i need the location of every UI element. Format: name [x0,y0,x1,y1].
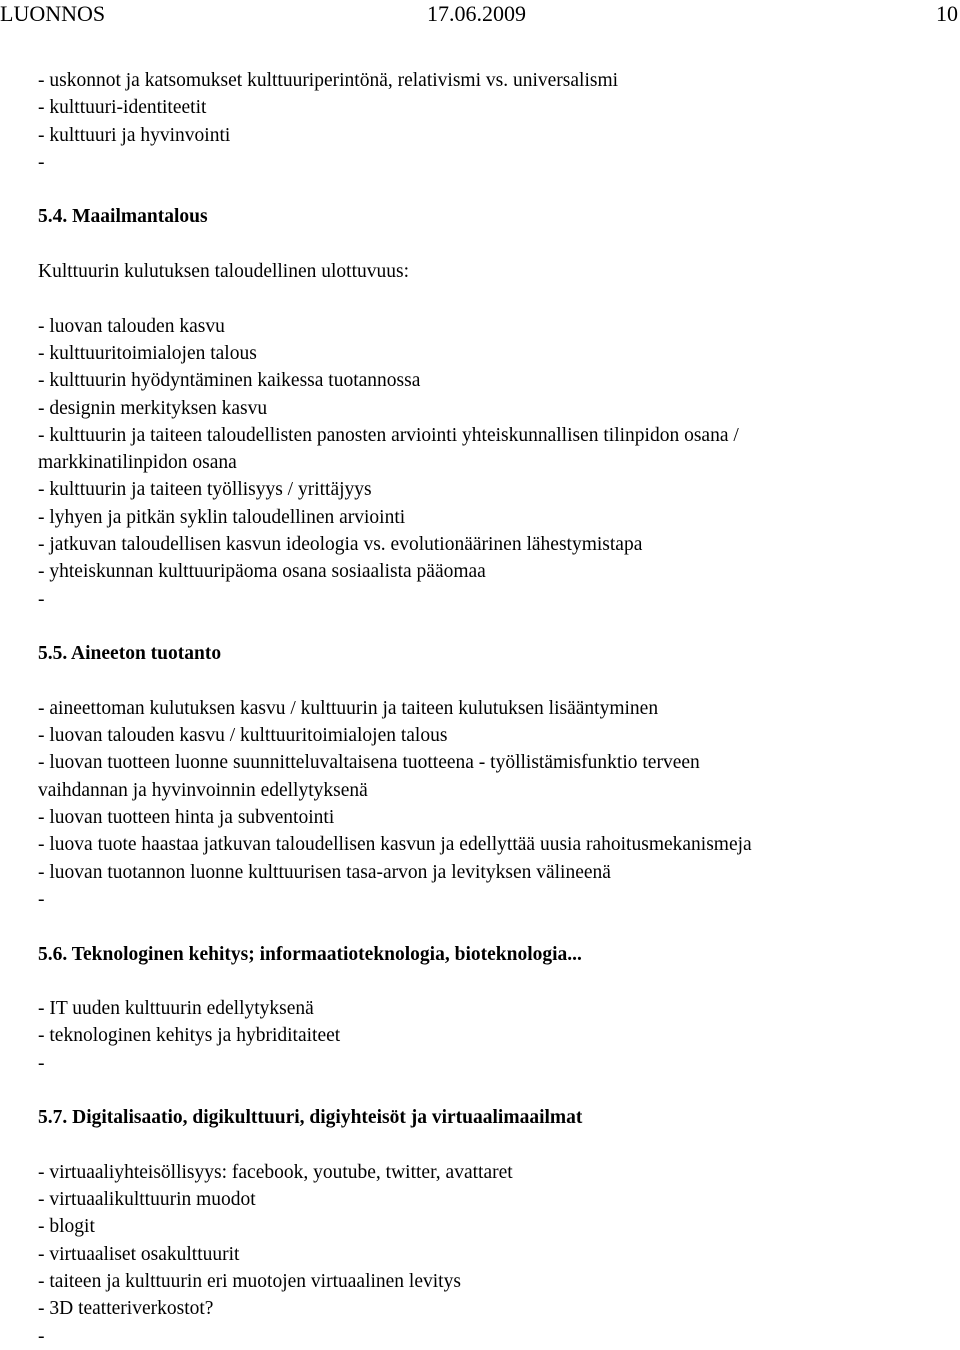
section-heading: 5.5. Aineeton tuotanto [38,643,222,665]
list-item: - luovan talouden kasvu / kulttuuritoimialojen talous [38,725,448,747]
list-item: - kulttuuri-identiteetit [38,97,207,119]
list-item: - virtuaalikulttuurin muodot [38,1189,256,1211]
spacer [38,231,938,258]
spacer [38,285,938,312]
spacer [38,176,938,203]
list-item: - teknologinen kehitys ja hybriditaiteet [38,1025,341,1047]
draft-label: LUONNOS [0,1,106,26]
list-item: - blogit [38,1216,95,1238]
list-item: - luovan talouden kasvu [38,315,225,337]
document-body [38,67,938,1350]
list-item: - aineettoman kulutuksen kasvu / kulttuurin ja taiteen kulutuksen lisääntyminen [38,697,659,719]
list-item: - kulttuuritoimialojen talous [38,342,257,364]
spacer [38,968,938,995]
section-intro: Kulttuurin kulutuksen taloudellinen ulottuvuus: [38,261,410,283]
list-item: - luovan tuotannon luonne kulttuurisen tasa-arvon ja levityksen välineenä [38,861,611,883]
list-item: - kulttuurin ja taiteen työllisyys / yrittäjyys [38,479,372,501]
spacer [38,1077,938,1104]
list-item: - virtuaaliset osakulttuurit [38,1243,240,1265]
list-item: - jatkuvan taloudellisen kasvun ideologia vs. evolutionäärinen lähestymistapa [38,534,643,556]
list-item: - IT uuden kulttuurin edellytyksenä [38,998,314,1020]
list-item: - uskonnot ja katsomukset kulttuuriperintönä, relativismi vs. universalismi [38,70,619,91]
spacer [38,668,938,695]
list-item: - [38,588,45,610]
spacer [38,613,938,640]
list-item: - luova tuote haastaa jatkuvan taloudellisen kasvun ja edellyttää uusia rahoitusmekanismeja [38,834,752,856]
list-item: - [38,1325,45,1347]
list-item: - 3D teatteriverkostot? [38,1298,214,1320]
list-item: - luovan tuotteen hinta ja subventointi [38,807,335,829]
list-item: - luovan tuotteen luonne suunnitteluvaltaisena tuotteena - työllistämisfunktio terveen [38,752,700,774]
list-item: markkinatilinpidon osana [38,452,237,474]
list-item: - lyhyen ja pitkän syklin taloudellinen arviointi [38,506,406,528]
list-item: - designin merkityksen kasvu [38,397,268,419]
list-item: - taiteen ja kulttuurin eri muotojen virtuaalinen levitys [38,1271,461,1293]
list-item: - kulttuurin hyödyntäminen kaikessa tuotannossa [38,370,421,392]
list-item: - yhteiskunnan kulttuuripäoma osana sosiaalista pääomaa [38,561,486,583]
section-heading: 5.7. Digitalisaatio, digikulttuuri, digiyhteisöt ja virtuaalimaailmat [38,1107,583,1129]
spacer [38,913,938,940]
list-item: - [38,1052,45,1074]
list-item: - virtuaaliyhteisöllisyys: facebook, youtube, twitter, avattaret [38,1161,513,1183]
list-item: vaihdannan ja hyvinvoinnin edellytyksenä [38,779,368,801]
page-number: 10 [936,1,958,26]
section-heading: 5.4. Maailmantalous [38,206,208,228]
page-header [0,0,960,30]
list-item: - kulttuurin ja taiteen taloudellisten panosten arviointi yhteiskunnallisen tilinpidon osana / [38,424,739,446]
list-item: - kulttuuri ja hyvinvointi [38,124,231,146]
list-item: - [38,151,45,173]
spacer [38,1132,938,1159]
section-heading: 5.6. Teknologinen kehitys; informaatioteknologia, bioteknologia... [38,943,582,965]
list-item: - [38,888,45,910]
header-date: 17.06.2009 [427,1,526,26]
